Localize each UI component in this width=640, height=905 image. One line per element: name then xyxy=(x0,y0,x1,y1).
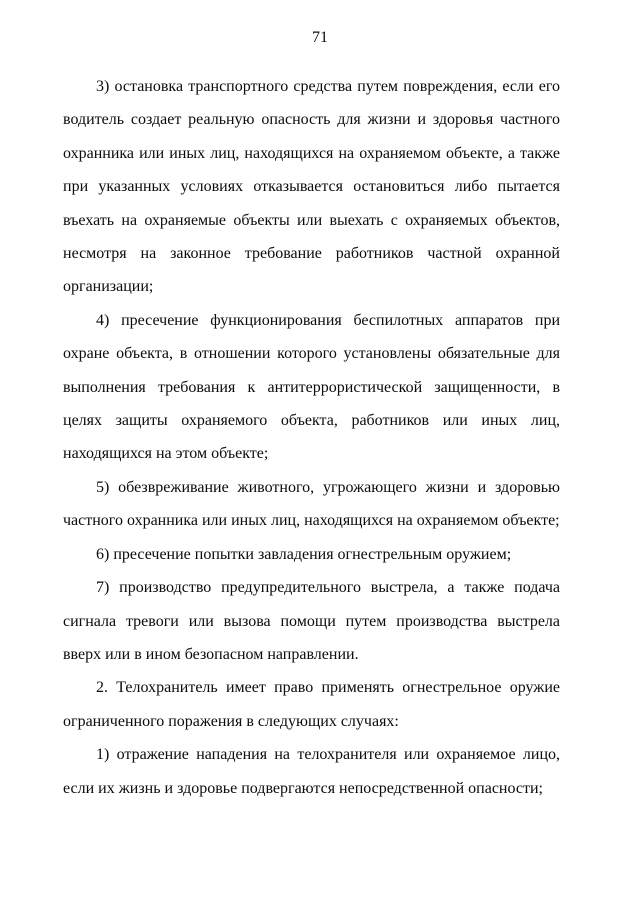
paragraph: 1) отражение нападения на телохранителя или охраняемое лицо, если их жизнь и здоровье подвергаются непосредственной опасности; xyxy=(63,746,560,797)
paragraph: 3) остановка транспортного средства путем повреждения, если его водитель создает реальную опасность для жизни и здоровья частного охранника или иных лиц, находящихся на охраняемом объекте, а также при указанных условиях отказывается остановиться либо пытается въехать на охраняемые объекты или выехать с охраняемых объектов, несмотря на законное требование работников частной охранной организации; xyxy=(63,78,560,296)
paragraph: 2. Телохранитель имеет право применять огнестрельное оружие ограниченного поражения в следующих случаях: xyxy=(63,679,560,730)
paragraph: 5) обезвреживание животного, угрожающего жизни и здоровью частного охранника или иных лиц, находящихся на охраняемом объекте; xyxy=(63,478,560,530)
paragraph: 7) производство предупредительного выстрела, а также подача сигнала тревоги или вызова помощи путем производства выстрела вверх или в ином безопасном направлении. xyxy=(63,579,560,663)
paragraph: 6) пресечение попытки завладения огнестрельным оружием; xyxy=(96,545,512,563)
paragraph: 4) пресечение функционирования беспилотных аппаратов при охране объекта, в отношении которого установлены обязательные для выполнения требования к антитеррористической защищенности, в целях защиты охраняемого объекта, работников или иных лиц, находящихся на этом объекте; xyxy=(63,311,560,463)
document-body xyxy=(63,70,560,805)
page-number: 71 xyxy=(312,29,328,46)
